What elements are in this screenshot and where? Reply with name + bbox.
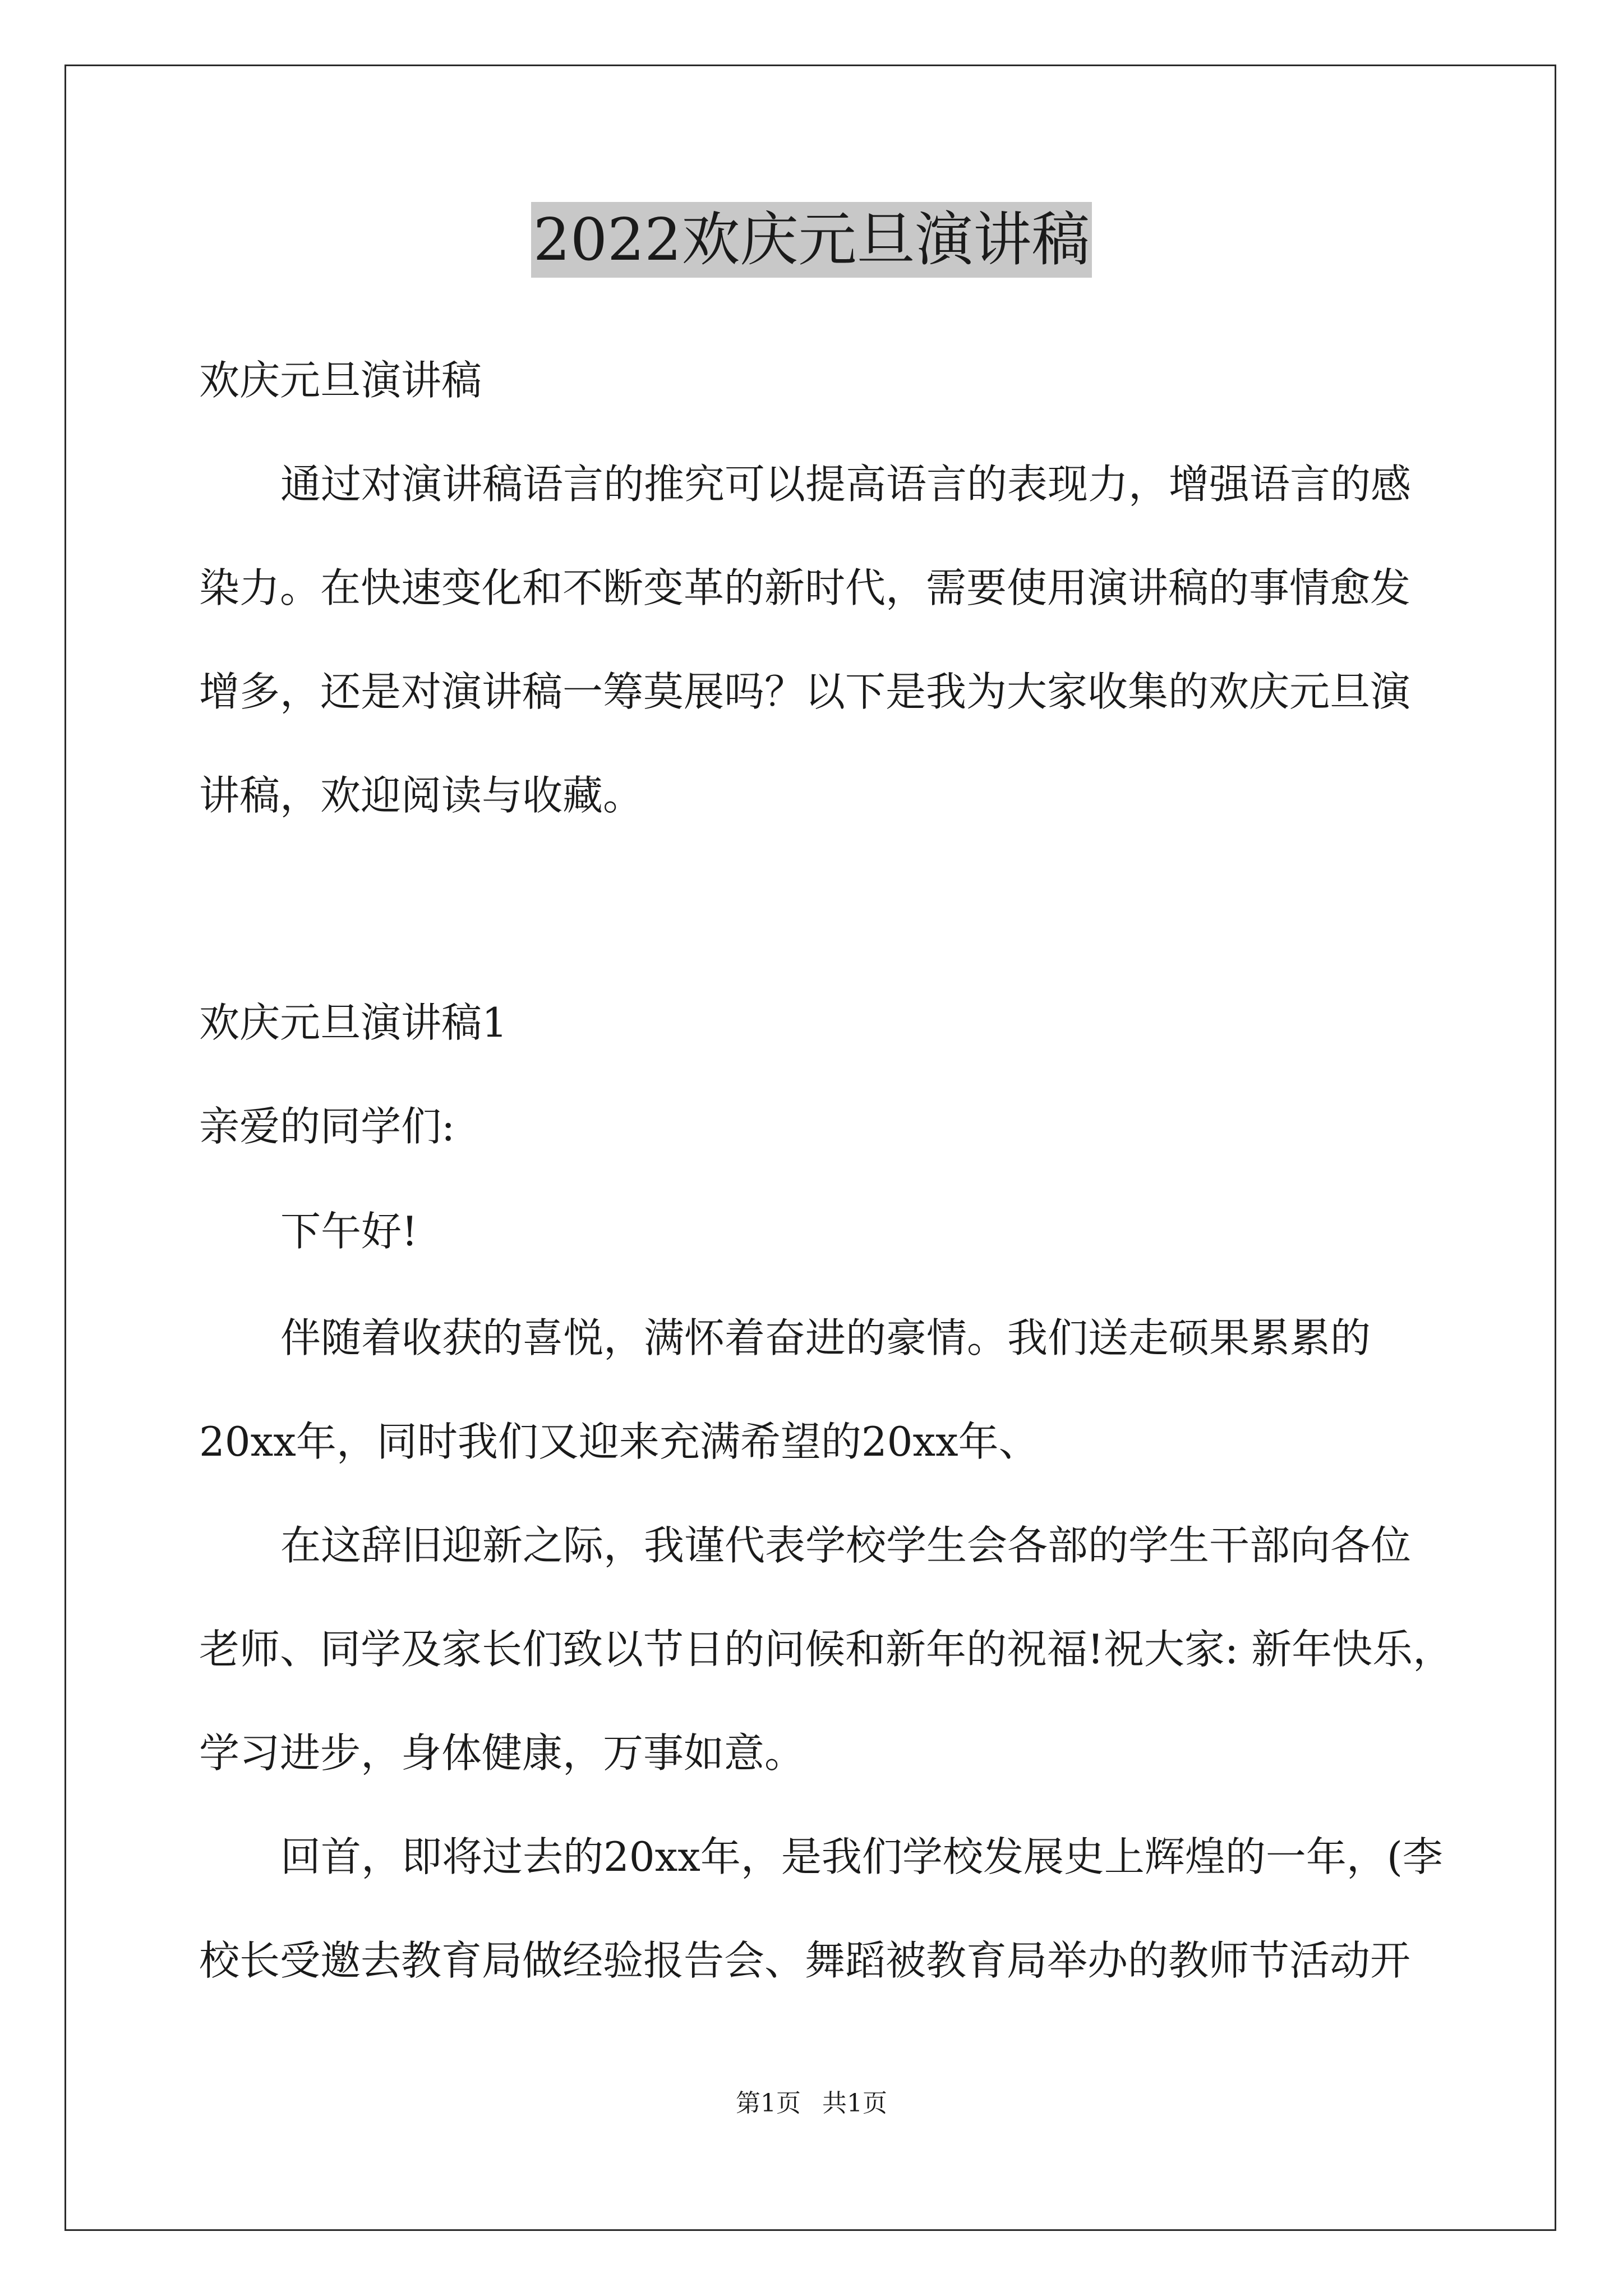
- page-number-current: 第1页: [736, 2089, 801, 2118]
- body-line: 回首，即将过去的20xx年，是我们学校发展史上辉煌的一年，(李: [280, 1833, 1443, 1880]
- body-line: 20xx年，同时我们又迎来充满希望的20xx年、: [199, 1418, 1039, 1465]
- body-line: 下午好!: [280, 1208, 418, 1255]
- body-line: 伴随着收获的喜悦，满怀着奋进的豪情。我们送走硕果累累的: [280, 1314, 1371, 1361]
- body-line: 老师、同学及家长们致以节日的问候和新年的祝福!祝大家: 新年快乐，: [199, 1626, 1454, 1673]
- body-line: 通过对演讲稿语言的推究可以提高语言的表现力，增强语言的感: [280, 461, 1412, 508]
- page-footer: [0, 2087, 1623, 2120]
- title-container: [0, 202, 1623, 278]
- body-line: 校长受邀去教育局做经验报告会、舞蹈被教育局举办的教师节活动开: [199, 1937, 1411, 1984]
- greeting-line: 亲爱的同学们:: [199, 1103, 455, 1150]
- body-line: 学习进步，身体健康，万事如意。: [199, 1729, 805, 1777]
- body-line: 在这辞旧迎新之际，我谨代表学校学生会各部的学生干部向各位: [280, 1522, 1412, 1569]
- section-heading: 欢庆元旦演讲稿1: [199, 999, 508, 1046]
- body-line: 讲稿，欢迎阅读与收藏。: [199, 772, 644, 819]
- subtitle-line: 欢庆元旦演讲稿: [199, 357, 482, 404]
- page-number-total: 共1页: [822, 2089, 887, 2118]
- body-line: 染力。在快速变化和不断变革的新时代，需要使用演讲稿的事情愈发: [199, 564, 1411, 611]
- body-line: 增多，还是对演讲稿一筹莫展吗？以下是我为大家收集的欢庆元旦演: [199, 668, 1411, 715]
- document-title: 2022欢庆元旦演讲稿: [531, 202, 1092, 278]
